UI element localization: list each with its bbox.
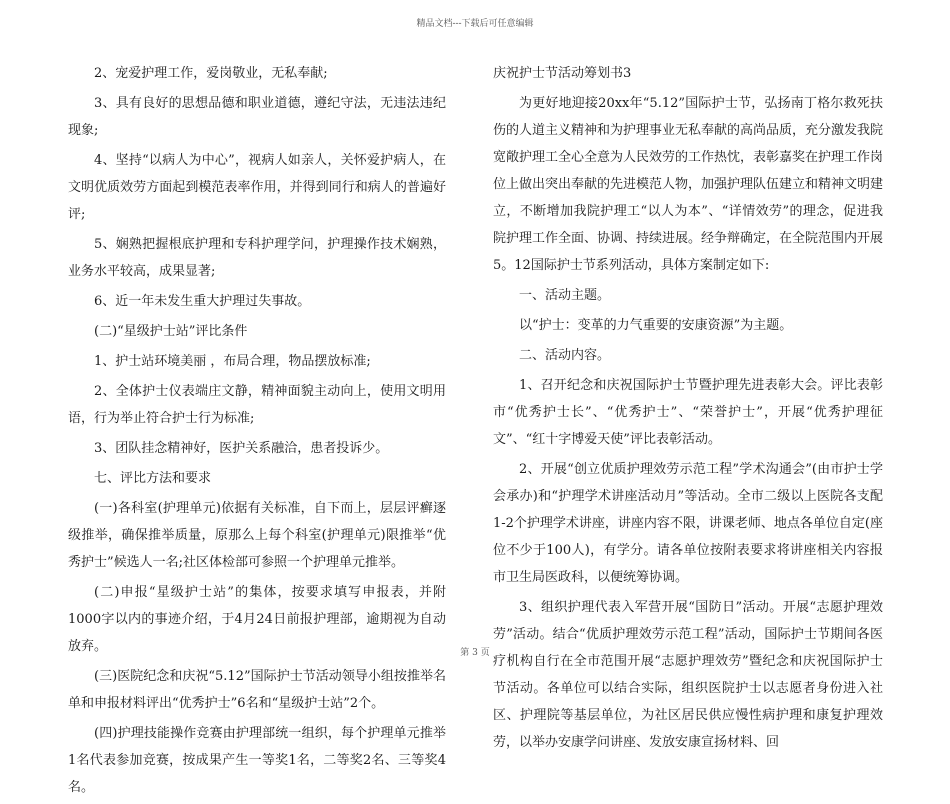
paragraph: 3、团队挂念精神好，医护关系融洽，患者投诉少。: [94, 441, 389, 456]
paragraph: 4、坚持“以病人为中心”，视病人如亲人，关怀爱护病人，在文明优质效劳方面起到模范表率作用，并得到同行和病人的普遍好评;: [68, 153, 446, 222]
left-column: [68, 60, 446, 804]
section-heading: 七、评比方法和要求: [94, 471, 212, 486]
page-header: 精品文档---下载后可任意编辑: [416, 19, 534, 29]
paragraph: 2、开展“创立优质护理效劳示范工程”学术沟通会”(由市护士学会承办)和“护理学术讲座活动月”等活动。全市二级以上医院各支配1-2个护理学术讲座，讲座内容不限，讲课老师、地点各单位自定(座位不少于100人)，有学分。请各单位按附表要求将讲座相关内容报市卫生局医政科，以便统筹协调。: [493, 462, 884, 585]
paragraph: 2、全体护士仪表端庄文静，精神面貌主动向上，使用文明用语，行为举止符合护士行为标准;: [68, 384, 446, 426]
paragraph: 5、娴熟把握根底护理和专科护理学问，护理操作技术娴熟，业务水平较高，成果显著;: [68, 237, 446, 279]
section-heading: 二、活动内容。: [519, 348, 611, 363]
paragraph: 3、具有良好的思想品德和职业道德，遵纪守法，无违法违纪现象;: [68, 96, 446, 138]
paragraph: (二)申报“星级护士站”的集体，按要求填写申报表，并附1000字以内的事迹介绍，于4月24日前报护理部，逾期视为自动放弃。: [68, 585, 446, 654]
document-title: 庆祝护士节活动筹划书3: [493, 66, 632, 81]
paragraph: (一)各科室(护理单元)依据有关标准，自下而上，层层评癣逐级推举，确保推举质量，原那么上每个科室(护理单元)限推举“优秀护士”候选人一名;社区体检部可参照一个护理单元推举。: [68, 501, 446, 570]
page-number: 第 3 页: [460, 648, 490, 658]
paragraph: 2、宠爱护理工作，爱岗敬业，无私奉献;: [94, 66, 328, 81]
paragraph: 为更好地迎接20xx年“5.12”国际护士节，弘扬南丁格尔救死扶伤的人道主义精神和为护理事业无私奉献的高尚品质，充分激发我院宽敞护理工全心全意为人民效劳的工作热忱，表彰嘉奖在护理工作岗位上做出突出奉献的先进模范人物，加强护理队伍建立和精神文明建立，不断增加我院护理工“以人为本”、“详情效劳”的理念，促进我院护理工作全面、协调、持续进展。经争辩确定，在全院范围内开展5。12国际护士节系列活动，具体方案制定如下:: [493, 96, 884, 273]
paragraph: 1、召开纪念和庆祝国际护士节暨护理先进表彰大会。评比表彰市“优秀护士长”、“优秀护士”、“荣誉护士”，开展“优秀护理征文”、“红十字博爱天使”评比表彰活动。: [493, 378, 883, 447]
section-heading: (二)“星级护士站”评比条件: [94, 324, 248, 339]
paragraph: (三)医院纪念和庆祝“5.12”国际护士节活动领导小组按推举名单和申报材料评出“优秀护士”6名和“星级护士站”2个。: [68, 669, 446, 711]
paragraph: 1、护士站环境美丽 ，布局合理，物品摆放标准;: [94, 354, 371, 369]
paragraph: (四)护理技能操作竞赛由护理部统一组织，每个护理单元推举1名代表参加竞赛，按成果产生一等奖1名，二等奖2名、三等奖4名。: [68, 726, 446, 795]
paragraph: 6、近一年未发生重大护理过失事故。: [94, 294, 311, 309]
paragraph: 以“护士：变革的力气重要的安康资源”为主题。: [519, 318, 793, 333]
section-heading: 一、活动主题。: [519, 288, 611, 303]
paragraph: 3、组织护理代表入军营开展“国防日”活动。开展“志愿护理效劳”活动。结合“优质护理效劳示范工程”活动，国际护士节期间各医疗机构自行在全市范围开展“志愿护理效劳”暨纪念和庆祝国际护士节活动。各单位可以结合实际，组织医院护士以志愿者身份进入社区、护理院等基层单位，为社区居民供应慢性病护理和康复护理效劳，以举办安康学问讲座、发放安康宣扬材料、回: [493, 600, 883, 750]
